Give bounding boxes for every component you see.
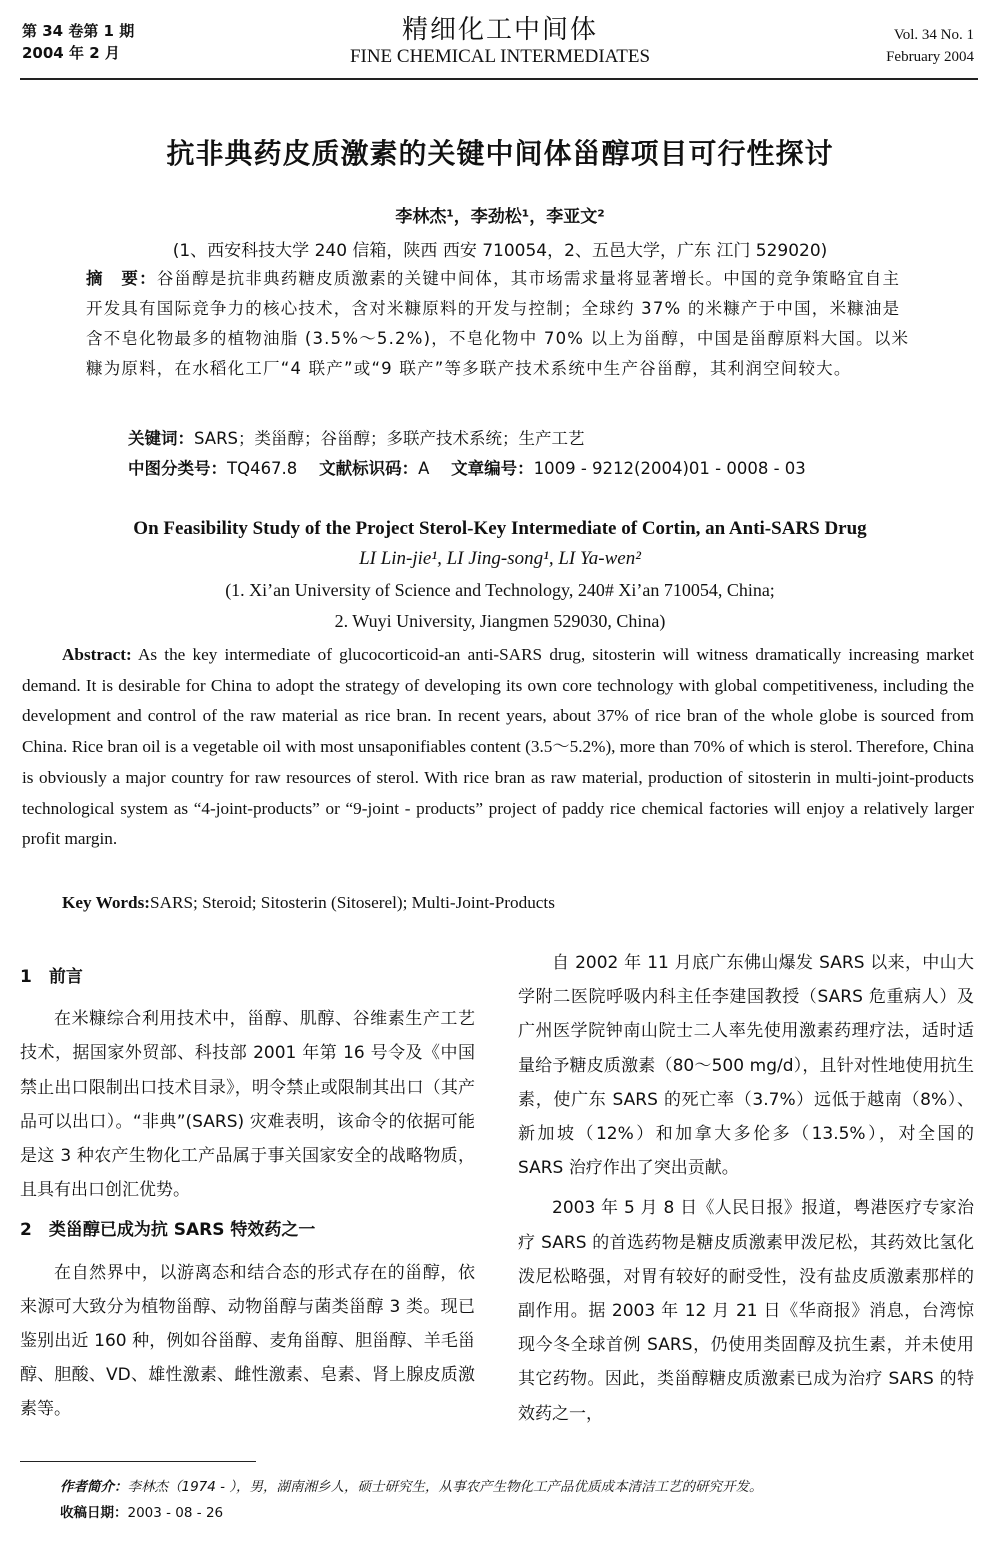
- class-label: 中图分类号：: [128, 459, 227, 478]
- article-number-label: 文章编号：: [451, 459, 534, 478]
- affiliation-en-line2: 2. Wuyi University, Jiangmen 529030, China): [334, 611, 666, 631]
- received-date-value: 2003 - 08 - 26: [127, 1505, 224, 1521]
- section-2-paragraph: 在自然界中，以游离态和结合态的形式存在的甾醇，依来源可大致分为植物甾醇、动物甾醇与菌类甾醇 3 类。现已鉴别出近 160 种，例如谷甾醇、麦角甾醇、胆甾醇、羊毛甾醇、胆酸、VD、雄性激素、雌性激素、皂素、肾上腺皮质激素等。: [20, 1262, 475, 1420]
- class-value: TQ467.8: [227, 459, 298, 478]
- received-date-label: 收稿日期：: [60, 1505, 128, 1521]
- abstract-label-en: Abstract:: [62, 645, 132, 664]
- right-paragraph-2: 2003 年 5 月 8 日《人民日报》报道，粤港医疗专家治疗 SARS 的首选药物是糖皮质激素甲泼尼松，其药效比氢化泼尼松略强，对胃有较好的耐受性，没有盐皮质激素那样的副作用。据 2003 年 12 月 21 日《华商报》消息，台湾惊现今冬全球首例 SARS，仍使用类固醇及抗生素，并未使用其它药物。因此，类甾醇糖皮质激素已成为治疗 SARS 的特效药之一，: [518, 1198, 974, 1424]
- journal-name-en: FINE CHEMICAL INTERMEDIATES: [349, 46, 651, 67]
- header-right: [886, 24, 974, 68]
- right-paragraph-1: 自 2002 年 11 月底广东佛山爆发 SARS 以来，中山大学附二医院呼吸内科主任李建国教授（SARS 危重病人）及广州医学院钟南山院士二人率先使用激素药理疗法，适时适量给予糖皮质激素（80～500 mg/d），且针对性地使用抗生素，使广东 SARS 的死亡率（3.7%）远低于越南（8%）、新加坡（12%）和加拿大多伦多（13.5%），对全国的 SARS 治疗作出了突出贡献。: [518, 953, 974, 1179]
- volume-issue-en: Vol. 34 No. 1: [893, 27, 974, 43]
- classification-line: [128, 454, 928, 484]
- doc-code-value: A: [418, 459, 430, 478]
- keywords-en: [62, 888, 972, 918]
- body-left-column: [20, 960, 475, 1427]
- doc-code-label: 文献标识码：: [319, 459, 419, 478]
- abstract-cn: [86, 264, 916, 384]
- journal-name-cn: 精细化工中间体: [401, 15, 598, 45]
- paper-title-en: On Feasibility Study of the Project Sterol-Key Intermediate of Cortin, an Anti-SARS Drug: [133, 518, 867, 539]
- affiliation-en-line1: (1. Xi’an University of Science and Technology, 240# Xi’an 710054, China;: [225, 580, 775, 600]
- abstract-text-en: As the key intermediate of glucocorticoid-an anti-SARS drug, sitosterin will witness dramatically increasing market demand. It is desirable for China to adopt the strategy of developing its own core technology with global competitiveness, including the development and control of the raw material as rice bran. In recent years, about 37% of rice bran of the whole globe is sourced from China. Rice bran oil is a vegetable oil with most unsaponifiables content (3.5～5.2%), more than 70% of which is sterol. Therefore, China is obviously a major country for raw resources of sterol. With rice bran as raw material, production of sitosterin in multi-joint-products technological system as “4-joint-products” or “9-joint - products” project of paddy rice chemical factories will enjoy a relatively larger profit margin.: [22, 645, 974, 849]
- keywords-label-en: Key Words:: [62, 893, 151, 912]
- author-bio-label: 作者简介：: [60, 1479, 128, 1495]
- article-number-value: 1009 - 9212(2004)01 - 0008 - 03: [533, 459, 806, 478]
- footnote-divider: [20, 1461, 256, 1462]
- author-bio: [60, 1476, 960, 1498]
- author-bio-text: 李林杰（1974 - ），男，湖南湘乡人，硕士研究生，从事农产生物化工产品优质成本清洁工艺的研究开发。: [127, 1479, 763, 1495]
- date-cn: 2004 年 2 月: [22, 44, 120, 62]
- journal-name: [300, 14, 700, 68]
- received-date: [60, 1502, 960, 1524]
- section-1-paragraph: 在米糠综合利用技术中，甾醇、肌醇、谷维素生产工艺技术，据国家外贸部、科技部 2001 年第 16 号令及《中国禁止出口限制出口技术目录》，明令禁止或限制其出口（其产品可以出口）。“非典”(SARS) 灾难表明，该命令的依据可能是这 3 种农产生物化工产品属于事关国家安全的战略物质，且具有出口创汇优势。: [20, 1009, 475, 1201]
- header-left: [22, 20, 134, 64]
- section-2-heading: 2 类甾醇已成为抗 SARS 特效药之一: [20, 1220, 316, 1241]
- abstract-en: [22, 640, 974, 855]
- abstract-text-cn: 谷甾醇是抗非典药糖皮质激素的关键中间体，其市场需求量将显著增长。中国的竞争策略宜自主开发具有国际竞争力的核心技术，含对米糠原料的开发与控制；全球约 37% 的米糠产于中国，米糠油是含不皂化物最多的植物油脂 (3.5%～5.2%)，不皂化物中 70% 以上为甾醇，中国是甾醇原料大国。以米糠为原料，在水稻化工厂“4 联产”或“9 联产”等多联产技术系统中生产谷甾醇，其利润空间较大。: [86, 269, 910, 378]
- paper-title-cn: 抗非典药皮质激素的关键中间体甾醇项目可行性探讨: [166, 137, 834, 170]
- abstract-label-cn: 摘 要：: [86, 269, 157, 288]
- volume-issue-cn: 第 34 卷第 1 期: [22, 22, 135, 40]
- keywords-cn: [128, 424, 928, 454]
- section-1-heading: 1 前言: [20, 967, 83, 987]
- keywords-text-en: SARS; Steroid; Sitosterin (Sitoserel); Multi-Joint-Products: [150, 893, 555, 912]
- header-divider: [20, 78, 978, 80]
- affiliation-cn: (1、西安科技大学 240 信箱，陕西 西安 710054，2、五邑大学，广东 江门 529020): [172, 241, 828, 261]
- authors-en: LI Lin-jie¹, LI Jing-song¹, LI Ya-wen²: [359, 548, 641, 569]
- body-right-column: [518, 946, 974, 1431]
- keywords-text-cn: SARS；类甾醇；谷甾醇；多联产技术系统；生产工艺: [194, 429, 585, 448]
- keywords-label-cn: 关键词：: [128, 429, 194, 448]
- authors-cn: 李林杰¹，李劲松¹，李亚文²: [395, 207, 605, 227]
- date-en: February 2004: [886, 49, 974, 65]
